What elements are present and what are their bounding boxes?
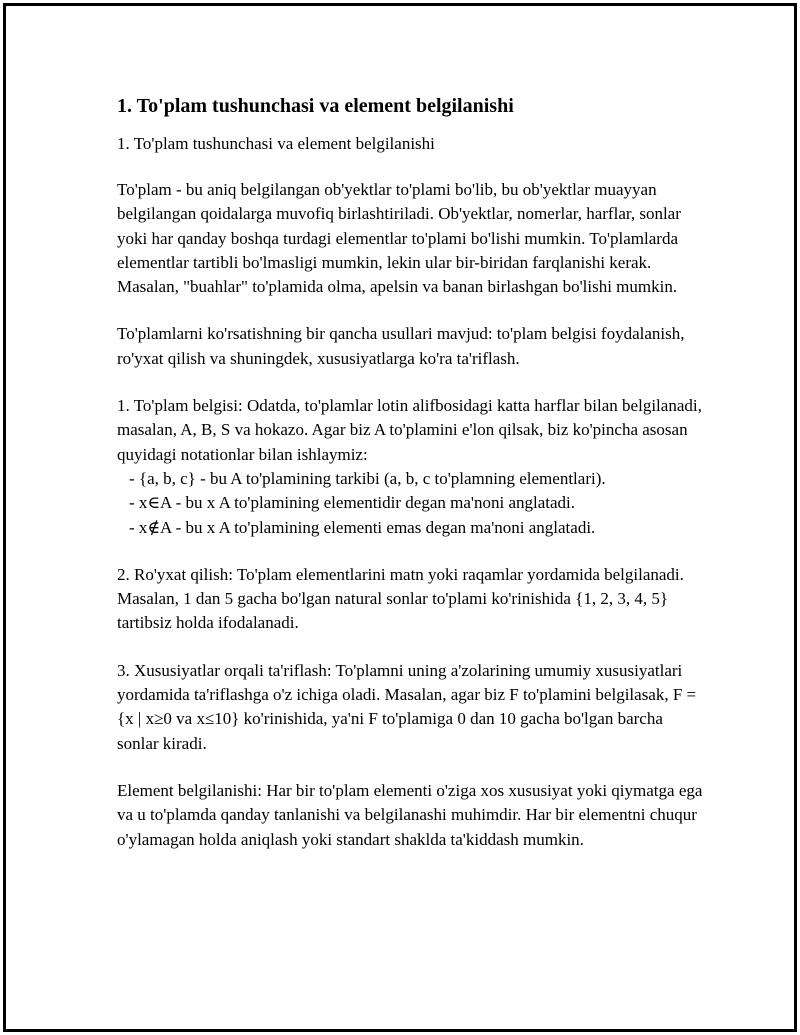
- properties-paragraph: 3. Xususiyatlar orqali ta'riflash: To'plamni uning a'zolarining umumiy xususiyatlari yordamida ta'riflashga o'z ichiga oladi. Masalan, agar biz F to'plamini belgilasak, F = {x | x≥0 va x≤10} ko'rinishida, ya'ni F to'plamiga 0 dan 10 gacha bo'lgan barcha sonlar kiradi.: [117, 660, 697, 753]
- notation-list: [117, 467, 707, 540]
- element-paragraph: Element belgilanishi: Har bir to'plam elementi o'ziga xos xususiyat yoki qiymatga ega va u to'plamda qanday tanlanishi va belgilanashi muhimdir. Har bir elementni chuqur o'ylamagan holda aniqlash yoki standart shaklda ta'kiddash mumkin.: [117, 780, 703, 849]
- methods-paragraph: To'plamlarni ko'rsatishning bir qancha usullari mavjud: to'plam belgisi foydalanish, ro'yxat qilish va shuningdek, xususiyatlarga ko'ra ta'riflash.: [117, 324, 685, 368]
- notation-item: - x∈A - bu x A to'plamining elementidir degan ma'noni anglatadi.: [129, 491, 707, 515]
- page-title: 1. To'plam tushunchasi va element belgilanishi: [117, 95, 514, 117]
- intro-paragraph: To'plam - bu aniq belgilangan ob'yektlar to'plami bo'lib, bu ob'yektlar muayyan belgilangan qoidalarga muvofiq birlashtiriladi. Ob'yektlar, nomerlar, harflar, sonlar yoki har qanday boshqa turdagi elementlar to'plami bo'lishi mumkin. To'plamlarda elementlar tartibli bo'lmasligi mumkin, lekin ular bir-biridan farqlanishi kerak. Masalan, "buahlar" to'plamida olma, apelsin va banan birlashgan bo'lishi mumkin.: [117, 180, 681, 297]
- symbol-paragraph: 1. To'plam belgisi: Odatda, to'plamlar lotin alifbosidagi katta harflar bilan belgilanadi, masalan, A, B, S va hokazo. Agar biz A to'plamini e'lon qilsak, biz ko'pincha asosan quyidagi notationlar bilan ishlaymiz:: [117, 396, 702, 464]
- listing-paragraph: 2. Ro'yxat qilish: To'plam elementlarini matn yoki raqamlar yordamida belgilanadi. Masalan, 1 dan 5 gacha bo'lgan natural sonlar to'plami ko'rinishida {1, 2, 3, 4, 5} tartibsiz holda ifodalanadi.: [117, 564, 684, 633]
- notation-item: - x∉A - bu x A to'plamining elementi emas degan ma'noni anglatadi.: [129, 516, 707, 540]
- notation-item: - {a, b, c} - bu A to'plamining tarkibi (a, b, c to'plamning elementlari).: [129, 467, 707, 491]
- section-subtitle: 1. To'plam tushunchasi va element belgilanishi: [117, 134, 435, 153]
- document-body: [117, 92, 707, 875]
